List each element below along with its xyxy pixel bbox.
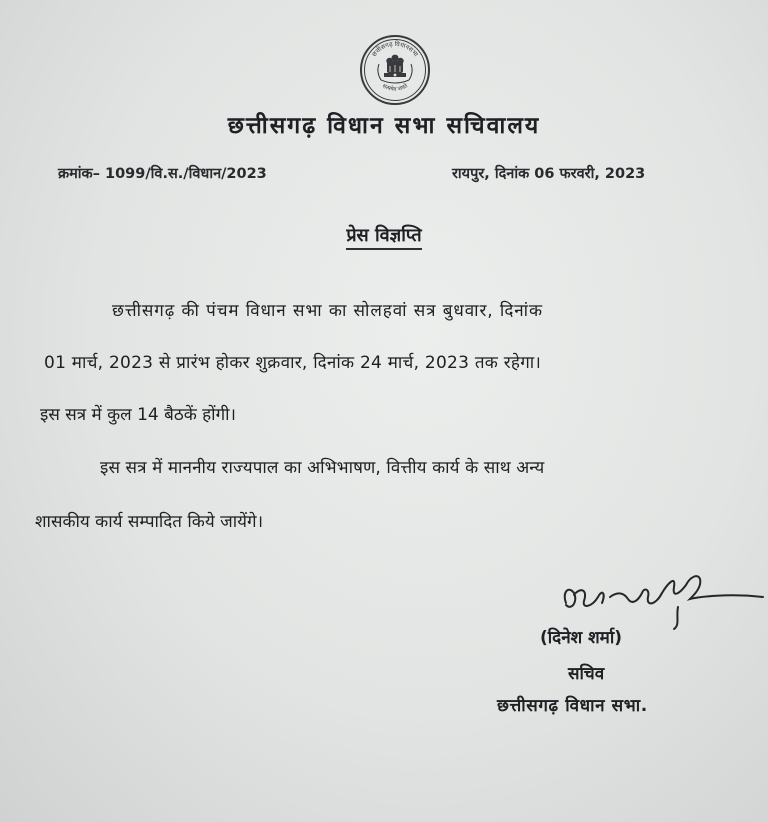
body-line: छत्तीसगढ़ की पंचम विधान सभा का सोलहवां सत्र बुधवार, दिनांक bbox=[112, 301, 543, 321]
signatory-organization: छत्तीसगढ़ विधान सभा. bbox=[497, 696, 648, 716]
body-line: इस सत्र में कुल 14 बैठकें होंगी। bbox=[40, 405, 237, 425]
press-release-title-text: प्रेस विज्ञप्ति bbox=[346, 225, 421, 250]
svg-text:सत्यमेव जयते: सत्यमेव जयते bbox=[381, 83, 410, 93]
reference-number: क्रमांक– 1099/वि.स./विधान/2023 bbox=[58, 166, 267, 182]
svg-text:छत्तीसगढ़ विधानसभा: छत्तीसगढ़ विधानसभा bbox=[370, 40, 420, 59]
state-emblem-seal-icon bbox=[359, 34, 431, 106]
place-date: रायपुर, दिनांक 06 फरवरी, 2023 bbox=[452, 166, 646, 182]
body-line: शासकीय कार्य सम्पादित किये जायेंगे। bbox=[35, 512, 264, 532]
handwritten-signature bbox=[558, 563, 768, 633]
signatory-designation: सचिव bbox=[568, 664, 605, 684]
signatory-name: (दिनेश शर्मा) bbox=[540, 628, 623, 648]
body-line: इस सत्र में माननीय राज्यपाल का अभिभाषण, वित्तीय कार्य के साथ अन्य bbox=[100, 458, 545, 478]
page-title: छत्तीसगढ़ विधान सभा सचिवालय bbox=[227, 113, 541, 139]
press-release-title bbox=[0, 223, 768, 247]
body-line: 01 मार्च, 2023 से प्रारंभ होकर शुक्रवार, दिनांक 24 मार्च, 2023 तक रहेगा। bbox=[44, 353, 542, 373]
